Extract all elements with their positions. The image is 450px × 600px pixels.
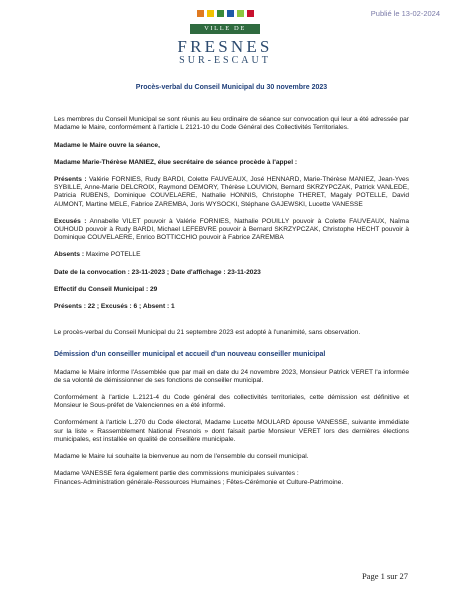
logo-square	[217, 10, 224, 17]
absents-list: Maxime POTELLE	[85, 251, 141, 259]
section-heading: Démission d'un conseiller municipal et accueil d'un nouveau conseiller municipal	[54, 351, 326, 359]
excuses-list: Annabelle VILET pouvoir à Valérie FORNIES, Nathalie POUILLY pouvoir à Colette FAUVEAUX, Naïma OUHOUD pouvoir à Rudy BARDI, Michael LEFEBVRE pouvoir à Bernard SKRZYPCZAK, Christophe HECHT pouvoir à Dominique COUVELAERE, Enrico BOTTICCHIO pouvoir à Fabrice ZAREMBA	[54, 217, 409, 242]
logo-square	[227, 10, 234, 17]
section-paragraph: Conformément à l'article L.2121-4 du Code général des collectivités territoriales, cette démission est définitive et Monsieur le Sous-préfet de Valenciennes en a été informé.	[54, 394, 409, 410]
logo-color-squares	[0, 10, 450, 17]
previous-minutes-paragraph: Le procès-verbal du Conseil Municipal du 21 septembre 2023 est adopté à l'unanimité, sans observation.	[54, 329, 361, 337]
excuses-paragraph	[54, 218, 409, 243]
page-number: Page 1 sur 27	[361, 571, 408, 581]
counts-line: Présents : 22 ; Excusés : 6 ; Absent : 1	[54, 303, 175, 311]
absents-paragraph	[54, 251, 409, 259]
section-paragraph: Madame VANESSE fera également partie des commissions municipales suivantes :	[54, 470, 299, 478]
document-body	[54, 84, 409, 497]
effectif-line: Effectif du Conseil Municipal : 29	[54, 285, 158, 293]
presents-list: Valérie FORNIES, Rudy BARDI, Colette FAUVEAUX, José HENNARD, Marie-Thérèse MANIEZ, Jean-Yves SYBILLE, Anne-Marie DELCROIX, Raymond DEMORY, Thérèse LOUVION, Bernard SKRZYPCZAK, Patrick VANLEDE, Patricia RUBENS, Dominique COUVELAERE, Nathalie HONNIS, Christophe THERET, Magaly POTELLE, David AUMONT, Martine MELE, Fabrice ZAREMBA, Joris WYSOCKI, Stéphane GAJEWSKI, Lucette VANESSE	[54, 176, 409, 208]
section-paragraph: Conformément à l'article L.270 du Code électoral, Madame Lucette MOULARD épouse VANESSE, suivante immédiate sur la liste « Rassemblement National Fresnois » dont faisait partie Monsieur VERET lors des dernières élections municipales, est installée en qualité de conseillère municipale.	[54, 419, 409, 443]
opening-line: Madame le Maire ouvre la séance,	[54, 141, 160, 149]
logo-square	[237, 10, 244, 17]
secretary-line: Madame Marie-Thérèse MANIEZ, élue secrétaire de séance procède à l'appel :	[54, 158, 298, 166]
logo-square	[247, 10, 254, 17]
document-title: Procès-verbal du Conseil Municipal du 30 novembre 2023	[135, 84, 328, 91]
excuses-label: Excusés :	[54, 217, 87, 225]
presents-paragraph	[54, 176, 409, 209]
intro-paragraph: Les membres du Conseil Municipal se sont réunis au lieu ordinaire de séance sur convocation qui leur a été adressée par Madame le Maire, conformément à l'article L 2121-10 du Code Général des Collectivités Territoriales.	[54, 116, 409, 132]
logo-square	[207, 10, 214, 17]
dates-line: Date de la convocation : 23-11-2023 ; Date d'affichage : 23-11-2023	[54, 268, 261, 276]
presents-label: Présents :	[54, 176, 87, 184]
town-logo	[0, 10, 450, 67]
logo-square	[197, 10, 204, 17]
logo-town-name: FRESNES	[177, 37, 273, 56]
logo-banner: VILLE DE	[190, 24, 260, 34]
published-date: Publié le 13-02-2024	[370, 9, 440, 18]
section-paragraph: Madame le Maire lui souhaite la bienvenue au nom de l'ensemble du conseil municipal.	[54, 453, 309, 461]
section-paragraph: Madame le Maire informe l'Assemblée que par mail en date du 24 novembre 2023, Monsieur Patrick VERET l'a informée de sa volonté de démissionner de ses fonctions de conseiller municipal.	[54, 368, 409, 384]
logo-town-suffix: SUR-ESCAUT	[179, 55, 271, 66]
section-paragraph: Finances-Administration générale-Ressources Humaines ; Fêtes-Cérémonie et Culture-Patrimoine.	[54, 479, 344, 487]
absents-label: Absents :	[54, 251, 85, 259]
